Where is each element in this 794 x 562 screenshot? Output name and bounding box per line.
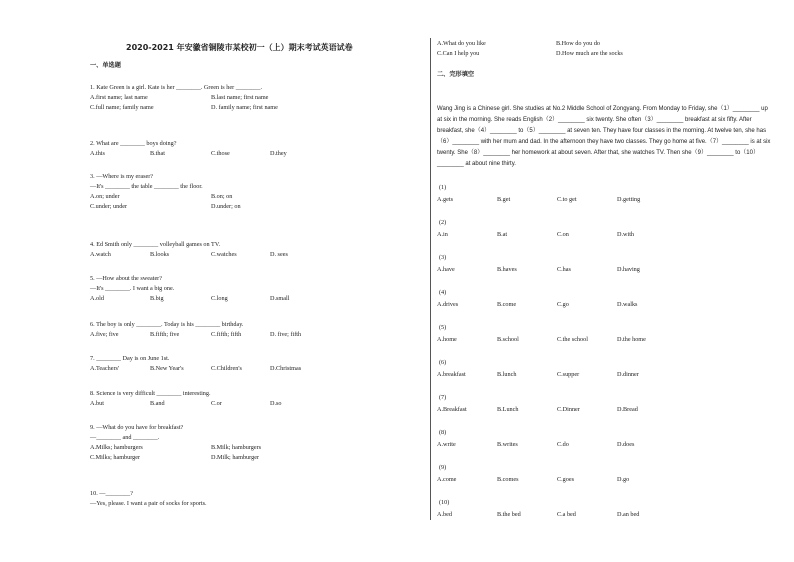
question-option: A.on; under (90, 193, 120, 200)
question-option: B.that (150, 150, 165, 157)
cloze-option: D.having (617, 266, 640, 273)
cloze-option: B.haves (497, 266, 517, 273)
question-option: C.those (211, 150, 230, 157)
cloze-item-number: (7) (439, 394, 447, 401)
cloze-option: C.to get (557, 196, 577, 203)
question-option: B.last name; first name (211, 94, 269, 101)
question-option: A.Teachers' (90, 365, 120, 372)
question-10-option: B.How do you do (556, 40, 601, 47)
cloze-item-number: (6) (439, 359, 447, 366)
question-1-stem: 1. Kate Green is a girl. Kate is her ________. Green is her ________. (90, 84, 263, 91)
cloze-option: C.the school (557, 336, 588, 343)
cloze-option: C.do (557, 441, 569, 448)
question-option: A.this (90, 150, 105, 157)
question-8-stem: 8. Science is very difficult ________ interesting. (90, 390, 211, 397)
question-option: A.five; five (90, 331, 119, 338)
question-option: A.first name; last name (90, 94, 148, 101)
section-heading-single-choice: 一、单选题 (90, 62, 121, 69)
cloze-option: D.with (617, 231, 635, 238)
question-9-stem: 9. —What do you have for breakfast? (90, 424, 184, 431)
cloze-item-number: (9) (439, 464, 447, 471)
cloze-option: D.go (617, 476, 630, 483)
cloze-option: C.go (557, 301, 569, 308)
question-option: B.Milk; hamburgers (211, 444, 262, 451)
question-5-stem: 5. —How about the sweater? (90, 275, 162, 282)
question-option: D.so (270, 400, 282, 407)
cloze-passage: Wang Jing is a Chinese girl. She studies at No.2 Middle School of Zongyang. From Monday to Friday, she（1）________ up at six in the morning. She reads English（2）________ six twenty. She often（3）________ breakfast at six fifty. After breakfast, she（4）________ to（5）________ at seven ten. They have four classes in the morning. At twelve ten, she has（6）________ with her mum and dad. In the afternoon they have two classes. They go home at five.（7）________ is at six twenty. She（8）________ her homework at about seven. After that, she watches TV. Then she（9）________ to（10）________ at about nine thirty. (437, 106, 771, 167)
cloze-option: C.Dinner (557, 406, 580, 413)
cloze-option: B.comes (497, 476, 519, 483)
question-option: B.looks (150, 251, 170, 258)
cloze-item-number: (3) (439, 254, 447, 261)
cloze-option: B.school (497, 336, 519, 343)
cloze-option: D.does (617, 441, 635, 448)
cloze-option: D.the home (617, 336, 646, 343)
question-6-stem: 6. The boy is only ________. Today is his ________ birthday. (90, 321, 244, 328)
right-page (397, 0, 794, 562)
cloze-option: D.an bed (617, 511, 640, 518)
question-option: C.or (211, 400, 222, 407)
question-option: B.on; on (211, 193, 233, 200)
question-option: D.Christmas (270, 365, 302, 372)
question-option: D.they (270, 150, 287, 157)
question-option: B.big (150, 295, 164, 302)
cloze-option: D.dinner (617, 371, 639, 378)
cloze-option: B.the bed (497, 511, 521, 518)
cloze-item-number: (5) (439, 324, 447, 331)
cloze-option: C.goes (557, 476, 575, 483)
question-option: B.New Year's (150, 365, 184, 372)
cloze-option: A.home (437, 336, 457, 343)
cloze-option: A.Breakfast (437, 406, 467, 413)
cloze-option: A.gets (437, 196, 453, 203)
question-option: D. family name; first name (211, 104, 278, 111)
question-option: A.Milks; hamburgers (90, 444, 143, 451)
cloze-option: B.at (497, 231, 508, 238)
question-option: A.watch (90, 251, 111, 258)
cloze-option: A.bed (437, 511, 452, 518)
question-option: D.under; on (211, 203, 241, 210)
cloze-option: A.in (437, 231, 448, 238)
cloze-item-number: (8) (439, 429, 447, 436)
cloze-option: D.walks (617, 301, 638, 308)
cloze-option: C.on (557, 231, 569, 238)
question-option: C.full name; family name (90, 104, 154, 111)
question-option: D. five; fifth (270, 331, 302, 338)
question-option: A.old (90, 295, 104, 302)
question-option: C.long (211, 295, 228, 302)
cloze-item-number: (10) (439, 499, 450, 506)
question-10-stem: 10. —________? (90, 490, 133, 497)
question-3-stem: —It's ________ the table ________ the floor. (90, 183, 203, 190)
cloze-option: A.drives (437, 301, 459, 308)
cloze-option: B.Lunch (497, 406, 519, 413)
question-option: C.watches (211, 251, 237, 258)
question-option: B.and (150, 400, 165, 407)
cloze-option: A.write (437, 441, 456, 448)
question-option: D.Milk; hamburger (211, 454, 260, 461)
question-9-stem: —________ and ________. (90, 434, 160, 441)
question-10-option: D.How much are the socks (556, 50, 623, 57)
question-10-option: A.What do you like (437, 40, 486, 47)
question-3-stem: 3. —Where is my eraser? (90, 173, 154, 180)
cloze-option: A.come (437, 476, 457, 483)
question-2-stem: 2. What are ________ boys doing? (90, 140, 177, 147)
cloze-option: D.Bread (617, 406, 638, 413)
question-7-stem: 7. ________ Day is on June 1st. (90, 355, 170, 362)
cloze-option: D.getting (617, 196, 641, 203)
cloze-option: C.has (557, 266, 571, 273)
cloze-option: C.a bed (557, 511, 576, 518)
cloze-option: B.get (497, 196, 511, 203)
question-option: C.fifth; fifth (211, 331, 242, 338)
cloze-item-number: (2) (439, 219, 447, 226)
question-5-stem: —It's ________. I want a big one. (90, 285, 175, 292)
cloze-option: A.have (437, 266, 455, 273)
question-option: C.Children's (211, 365, 242, 372)
cloze-option: C.supper (557, 371, 580, 378)
question-option: C.Milks; hamburger (90, 454, 141, 461)
page-title: 2020-2021 年安徽省铜陵市某校初一（上）期末考试英语试卷 (126, 43, 353, 52)
question-option: D. sees (270, 251, 288, 258)
binding-line (430, 38, 431, 520)
cloze-item-number: (4) (439, 289, 447, 296)
question-10-stem: —Yes, please. I want a pair of socks for sports. (90, 500, 207, 507)
cloze-item-number: (1) (439, 184, 447, 191)
question-option: B.fifth; five (150, 331, 180, 338)
question-4-stem: 4. Ed Smith only ________ volleyball games on TV. (90, 241, 221, 248)
question-10-option: C.Can I help you (437, 50, 480, 57)
question-option: D.small (270, 295, 290, 302)
question-option: A.but (90, 400, 104, 407)
cloze-option: B.writes (497, 441, 518, 448)
cloze-option: B.come (497, 301, 517, 308)
cloze-option: A.breakfast (437, 371, 466, 378)
question-option: C.under; under (90, 203, 128, 210)
cloze-option: B.lunch (497, 371, 517, 378)
section-heading-cloze: 二、完形填空 (437, 71, 475, 78)
